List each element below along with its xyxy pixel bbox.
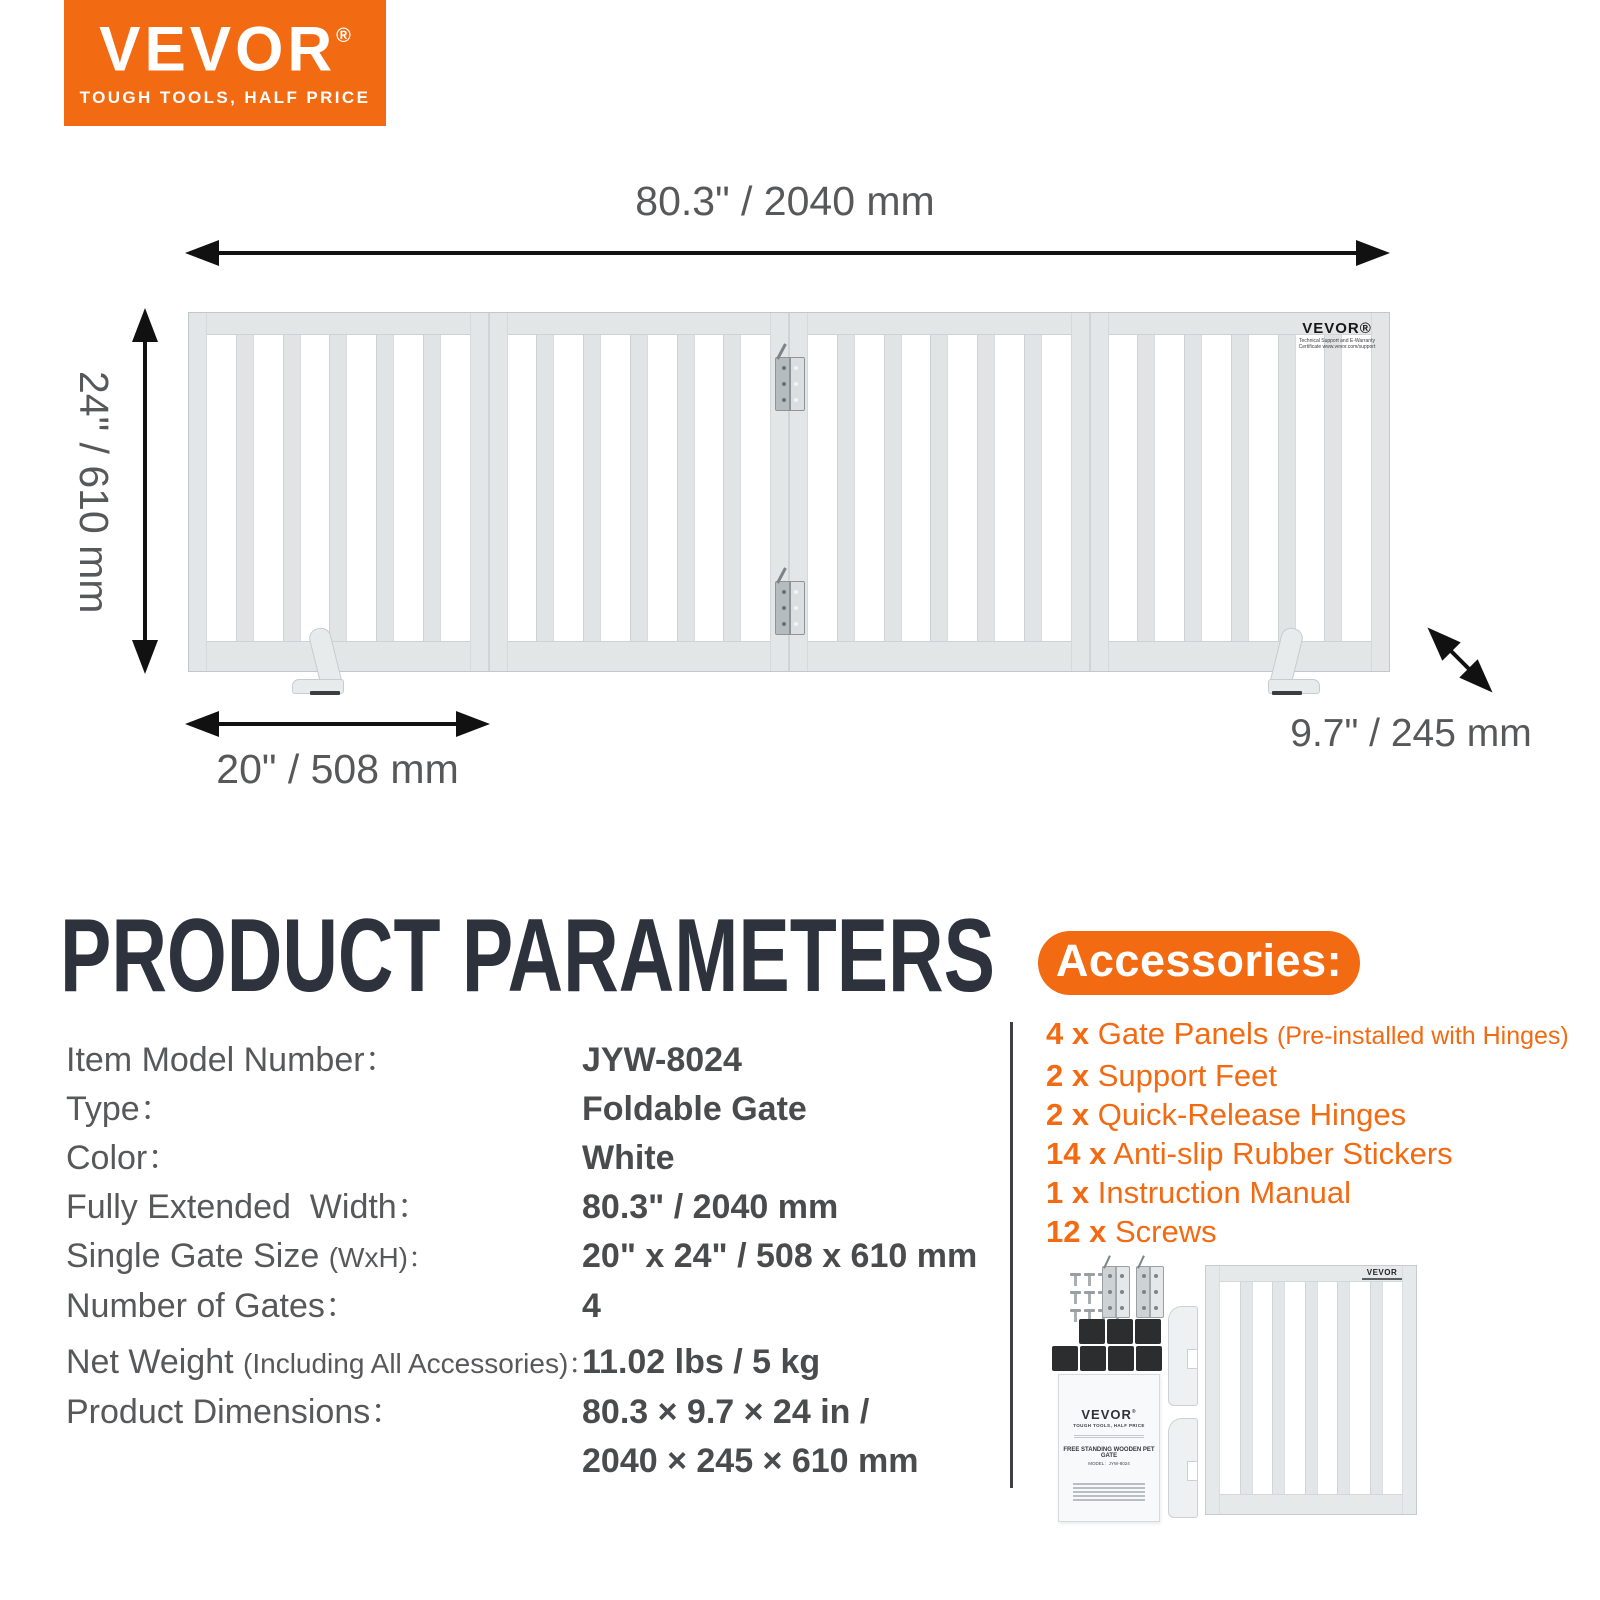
param-value: JYW-8024 xyxy=(582,1041,742,1079)
arrow-shaft xyxy=(211,251,1364,255)
foot-arm xyxy=(307,626,342,686)
foot-anti-slip-strip xyxy=(1272,691,1302,695)
rubber-sticker xyxy=(1108,1346,1134,1371)
rubber-sticker xyxy=(1052,1346,1078,1371)
plate-line-1: Technical Support and E-Warranty xyxy=(1299,337,1375,344)
arrow-shaft xyxy=(143,334,147,648)
panel-slats xyxy=(808,335,1071,641)
param-value: 11.02 lbs / 5 kg xyxy=(582,1343,821,1381)
param-value: 80.3 × 9.7 × 24 in / 2040 × 245 × 610 mm xyxy=(582,1393,919,1480)
plate-brand-text: VEVOR® xyxy=(1302,320,1372,337)
panel-right-stile xyxy=(1071,313,1089,671)
rubber-sticker xyxy=(1135,1319,1161,1344)
panel-left-stile xyxy=(1091,313,1109,671)
gate-brand-plate xyxy=(1293,321,1381,350)
param-label: Net Weight (Including All Accessories)： xyxy=(66,1343,597,1381)
manual-fine-print xyxy=(1073,1483,1145,1501)
brand-name: VEVOR® xyxy=(99,13,351,85)
gate-panel-4 xyxy=(1089,313,1390,671)
panel-left-stile xyxy=(189,313,207,671)
gate-diagram xyxy=(188,312,1390,672)
plate-line-2: Certificate www.vevor.com/support xyxy=(1298,343,1376,350)
param-row-number-of-gates xyxy=(66,1282,1011,1331)
parameters-table xyxy=(66,1036,1011,1486)
param-label: Product Dimensions： xyxy=(66,1393,405,1431)
registered-mark: ® xyxy=(336,24,351,47)
param-label: Number of Gates： xyxy=(66,1287,359,1325)
panel-slats xyxy=(207,335,470,641)
total-width-label: 80.3" / 2040 mm xyxy=(635,178,935,224)
param-label: Item Model Number： xyxy=(66,1041,399,1079)
panel-top-rail xyxy=(490,313,789,335)
panel-plate-brand: VEVOR xyxy=(1366,1268,1398,1277)
param-value: 20" x 24" / 508 x 610 mm xyxy=(582,1237,978,1275)
manual-rule xyxy=(1074,1435,1144,1438)
param-row-product-dimensions xyxy=(66,1388,1011,1486)
gate-panel-photo xyxy=(1205,1265,1417,1515)
param-row-net-weight xyxy=(66,1338,1011,1388)
hinge-photo-1 xyxy=(1102,1266,1130,1318)
panel-bottom-rail xyxy=(490,641,789,671)
brand-tagline: TOUGH TOOLS, HALF PRICE xyxy=(79,87,371,107)
panel-right-stile xyxy=(1402,1266,1416,1514)
manual-brand: VEVOR® xyxy=(1081,1407,1137,1422)
accessory-item-gate-panels: 4 x Gate Panels (Pre-installed with Hinges) xyxy=(1046,1016,1569,1051)
arrow-shaft xyxy=(211,722,464,726)
support-foot-photo-1 xyxy=(1168,1306,1198,1406)
accessory-item-screws: 12 x Screws xyxy=(1046,1214,1217,1249)
depth-label: 9.7" / 245 mm xyxy=(1290,712,1532,755)
accessory-item-instruction-manual: 1 x Instruction Manual xyxy=(1046,1175,1352,1210)
vevor-logo xyxy=(64,0,386,126)
panel-top-rail xyxy=(790,313,1089,335)
accessories-list xyxy=(1046,1014,1586,1251)
param-label: Color： xyxy=(66,1139,182,1177)
instruction-manual xyxy=(1058,1374,1160,1522)
accessory-item-quick-release-hinges: 2 x Quick-Release Hinges xyxy=(1046,1097,1407,1132)
param-label: Fully Extended Width： xyxy=(66,1188,431,1226)
panel-plate-line xyxy=(1362,1278,1402,1280)
panel-bottom-rail xyxy=(1091,641,1390,671)
panel-right-stile xyxy=(1371,313,1389,671)
gate-panel-2 xyxy=(488,313,789,671)
param-row-single-gate-size xyxy=(66,1232,1011,1282)
accessories-title: Accessories: xyxy=(1055,935,1343,986)
param-value: 4 xyxy=(582,1287,601,1325)
param-row-extended-width xyxy=(66,1183,1011,1232)
gate-height-arrow xyxy=(131,308,159,674)
panel-left-stile xyxy=(1206,1266,1220,1514)
quick-release-hinge-bottom xyxy=(775,581,805,635)
panel-left-stile xyxy=(490,313,508,671)
foot-anti-slip-strip xyxy=(310,691,340,695)
panel-slats xyxy=(508,335,771,641)
panel-right-stile xyxy=(470,313,488,671)
accessories-header-pill xyxy=(1038,931,1360,995)
accessory-item-rubber-stickers: 14 x Anti-slip Rubber Stickers xyxy=(1046,1136,1453,1171)
param-label: Type： xyxy=(66,1090,174,1128)
accessory-item-support-feet: 2 x Support Feet xyxy=(1046,1058,1277,1093)
rubber-sticker xyxy=(1136,1346,1162,1371)
param-value: Foldable Gate xyxy=(582,1090,807,1128)
gate-panel-1 xyxy=(189,313,488,671)
total-width-arrow xyxy=(185,239,1390,267)
panel-top-rail xyxy=(189,313,488,335)
support-foot-left xyxy=(286,624,348,696)
support-foot-photo-2 xyxy=(1168,1418,1198,1518)
panel-slats xyxy=(1109,335,1372,641)
arrow-shaft xyxy=(1444,644,1475,675)
panel-slats xyxy=(1220,1282,1402,1494)
panel-width-label: 20" / 508 mm xyxy=(216,746,459,792)
section-title-product-parameters: PRODUCT PARAMETERS xyxy=(60,898,995,1014)
panel-bottom-rail xyxy=(1206,1494,1416,1514)
vertical-divider xyxy=(1010,1022,1013,1488)
param-row-color xyxy=(66,1134,1011,1183)
panel-bottom-rail xyxy=(790,641,1089,671)
param-row-model xyxy=(66,1036,1011,1085)
param-row-type xyxy=(66,1085,1011,1134)
rubber-sticker xyxy=(1080,1346,1106,1371)
param-value: 80.3" / 2040 mm xyxy=(582,1188,839,1226)
panel-width-arrow xyxy=(185,710,490,738)
gate-height-label: 24" / 610 mm xyxy=(71,370,117,614)
quick-release-hinge-top xyxy=(775,357,805,411)
rubber-sticker xyxy=(1079,1319,1105,1344)
accessories-photo xyxy=(1040,1258,1430,1533)
hinge-photo-2 xyxy=(1136,1266,1164,1318)
panel-brand-plate xyxy=(1356,1268,1408,1281)
gate-panel-3 xyxy=(788,313,1089,671)
depth-arrow xyxy=(1418,618,1503,703)
param-value: White xyxy=(582,1139,675,1177)
manual-tagline: TOUGH TOOLS, HALF PRICE xyxy=(1073,1423,1145,1428)
manual-title: FREE STANDING WOODEN PET GATE xyxy=(1063,1447,1155,1459)
manual-model: MODEL：JYW-8024 xyxy=(1088,1461,1130,1466)
foot-arm xyxy=(1270,626,1305,686)
rubber-sticker xyxy=(1107,1319,1133,1344)
support-foot-right xyxy=(1264,624,1326,696)
param-label: Single Gate Size (WxH)： xyxy=(66,1237,437,1275)
